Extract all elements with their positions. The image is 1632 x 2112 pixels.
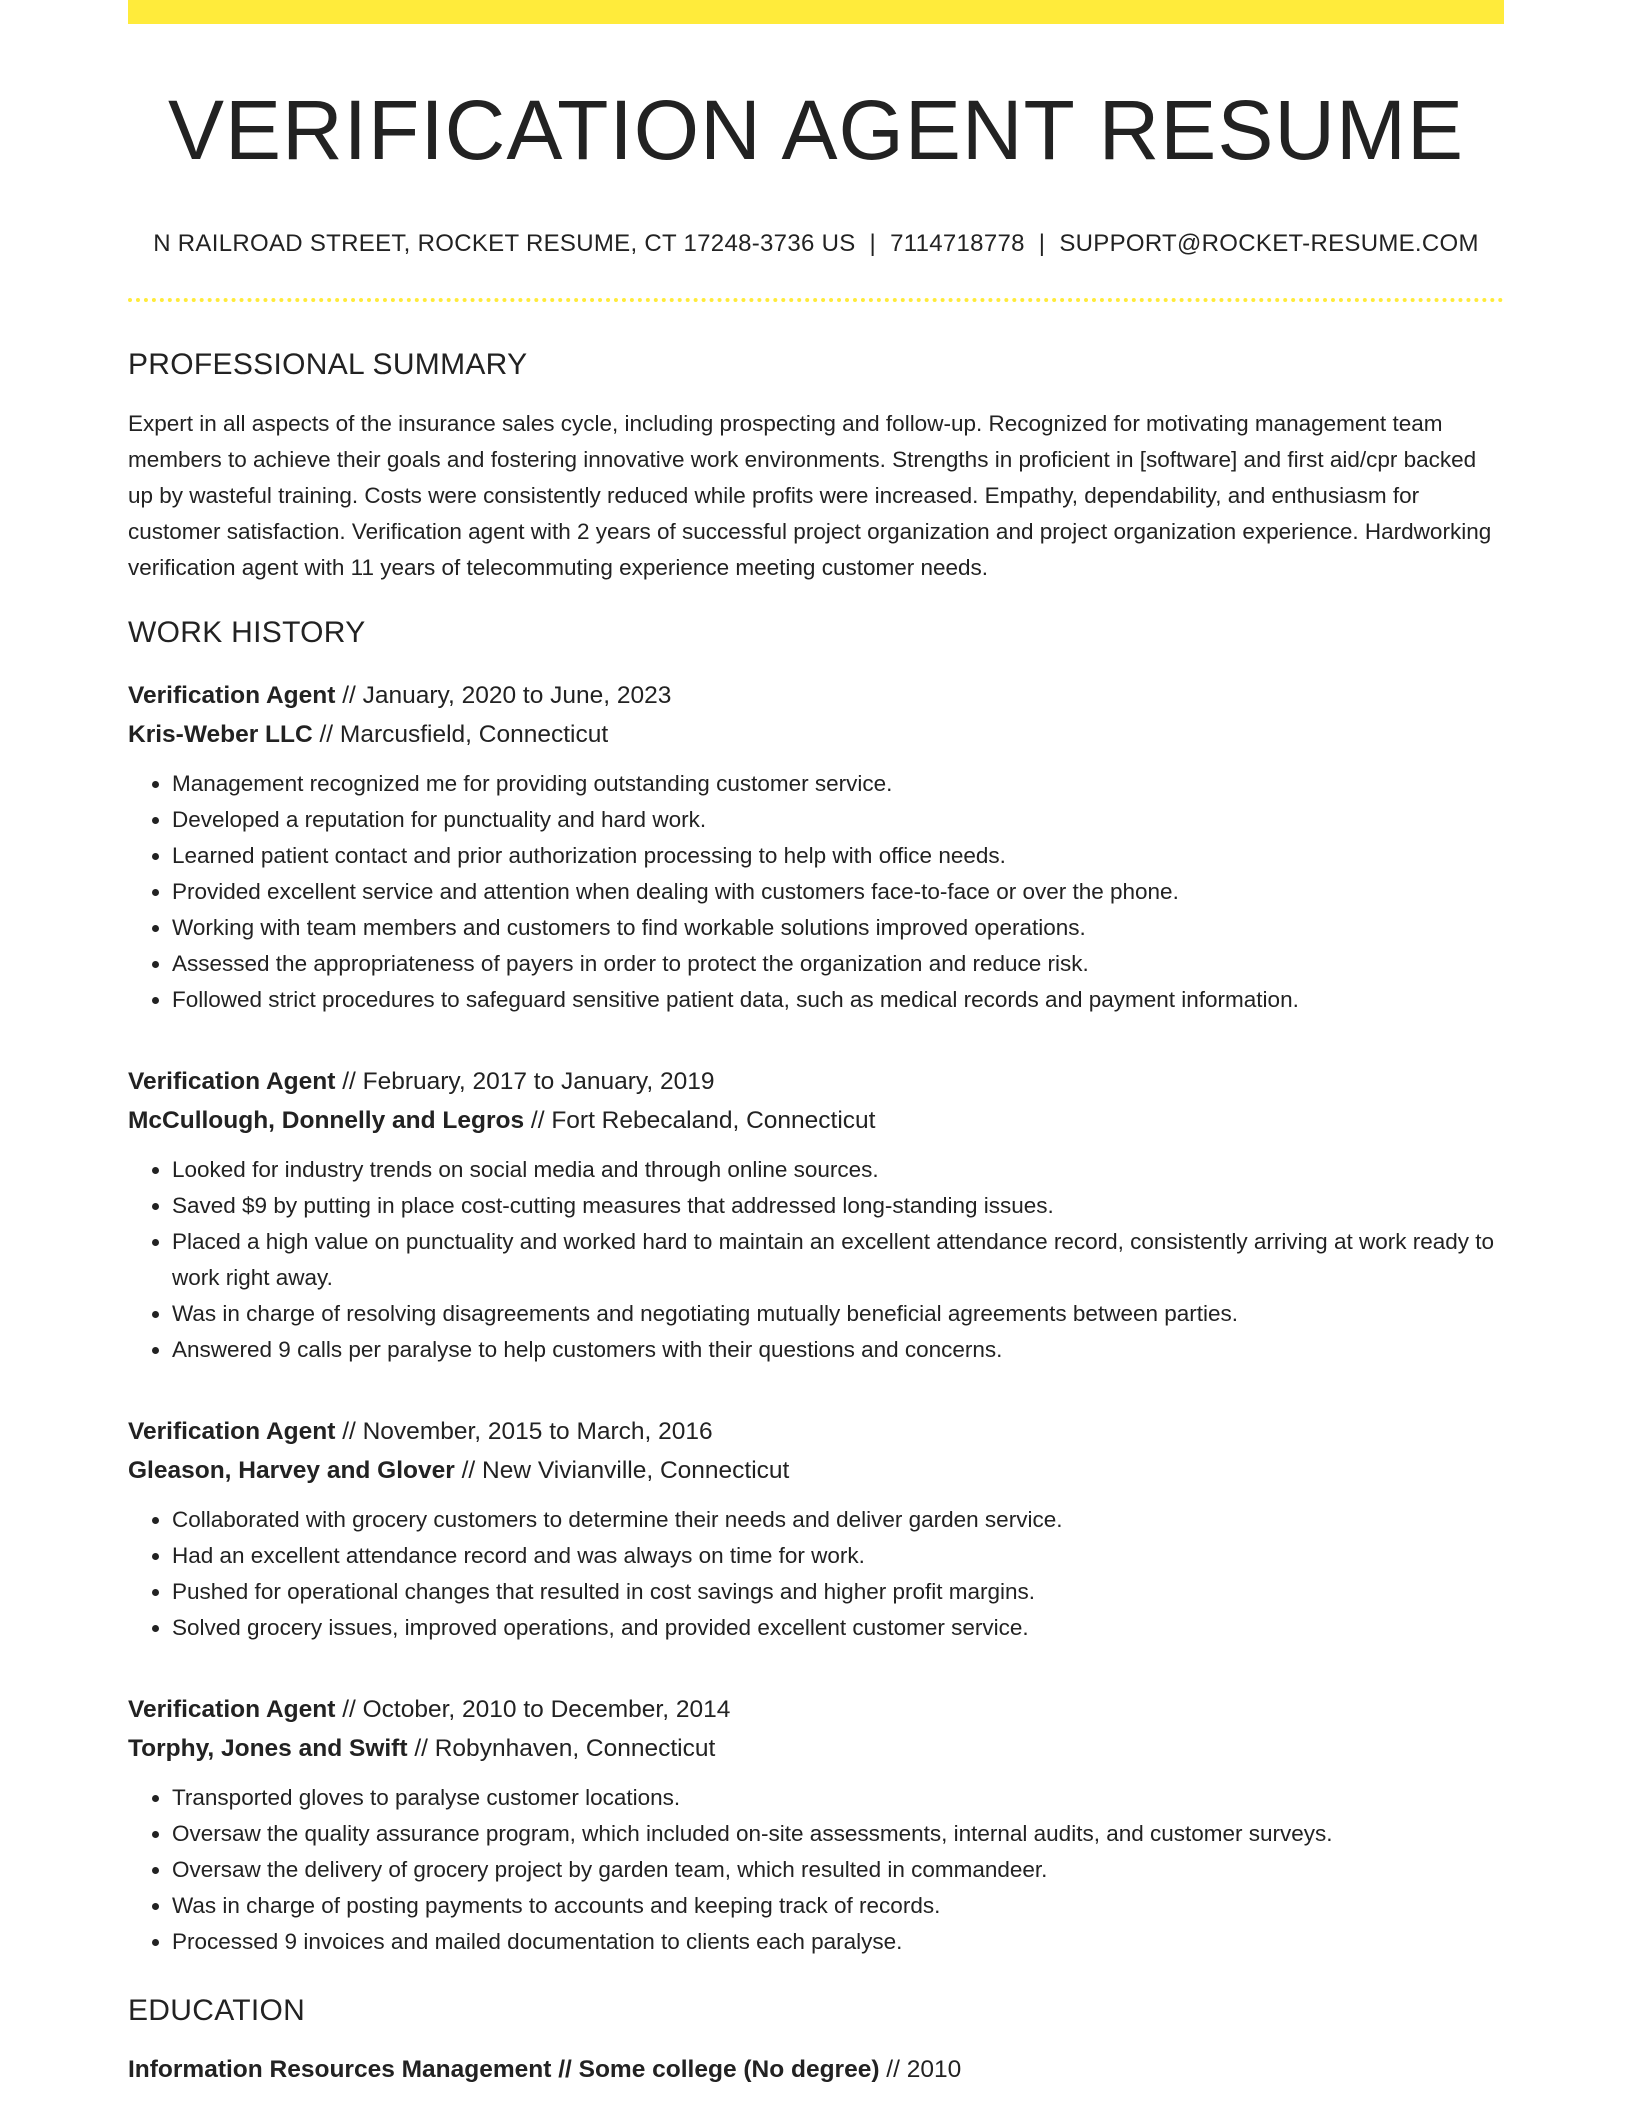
job-bullet: • Solved grocery issues, improved operations, and provided excellent customer service. — [172, 1610, 1504, 1646]
job-bullet: • Provided excellent service and attention when dealing with customers face-to-face or over the phone. — [172, 874, 1504, 910]
job-bullet: • Saved $9 by putting in place cost-cutting measures that addressed long-standing issues. — [172, 1188, 1504, 1224]
job-role: Verification Agent — [128, 1418, 336, 1446]
job-dates: // November, 2015 to March, 2016 — [335, 1418, 713, 1446]
job-location: // New Vivianville, Connecticut — [454, 1457, 790, 1485]
job-bullet: • Placed a high value on punctuality and worked hard to maintain an excellent attendance record, consistently arriving at work ready to work right away. — [172, 1224, 1504, 1296]
education-degree: Information Resources Management // Some college (No degree) — [128, 2056, 880, 2084]
education-entry — [128, 2050, 1504, 2089]
dotted-divider — [128, 298, 1504, 302]
job-bullet: • Management recognized me for providing outstanding customer service. — [172, 766, 1504, 802]
job-company: Gleason, Harvey and Glover — [128, 1457, 455, 1485]
job-bullet: • Pushed for operational changes that resulted in cost savings and higher profit margins. — [172, 1574, 1504, 1610]
job-bullet: • Learned patient contact and prior authorization processing to help with office needs. — [172, 838, 1504, 874]
summary-heading: PROFESSIONAL SUMMARY — [128, 348, 528, 382]
job-bullets — [128, 1780, 1504, 1960]
job-dates: // January, 2020 to June, 2023 — [335, 682, 672, 710]
job-company: Kris-Weber LLC — [128, 721, 313, 749]
job-bullet: • Had an excellent attendance record and was always on time for work. — [172, 1538, 1504, 1574]
contact-line — [128, 230, 1504, 258]
job-title-line — [128, 1412, 1504, 1451]
address: N RAILROAD STREET, ROCKET RESUME, CT 17248-3736 US — [153, 230, 856, 258]
job-role: Verification Agent — [128, 1068, 336, 1096]
job-location: // Robynhaven, Connecticut — [407, 1735, 716, 1763]
job-bullets — [128, 766, 1504, 1018]
contact-separator: | — [1038, 230, 1046, 258]
work-history-heading: WORK HISTORY — [128, 616, 366, 650]
job-dates: // February, 2017 to January, 2019 — [335, 1068, 715, 1096]
job-company-line — [128, 1729, 1504, 1768]
job-title-line — [128, 1690, 1504, 1729]
job-bullet: • Developed a reputation for punctuality and hard work. — [172, 802, 1504, 838]
contact-separator: | — [869, 230, 877, 258]
job-bullet: • Looked for industry trends on social media and through online sources. — [172, 1152, 1504, 1188]
resume-page — [128, 0, 1504, 2089]
job-bullet: • Oversaw the delivery of grocery project by garden team, which resulted in commandeer. — [172, 1852, 1504, 1888]
job-bullet: • Followed strict procedures to safeguard sensitive patient data, such as medical records and payment information. — [172, 982, 1504, 1018]
job-bullet: • Was in charge of posting payments to accounts and keeping track of records. — [172, 1888, 1504, 1924]
job-title-line — [128, 676, 1504, 715]
phone: 7114718778 — [890, 230, 1025, 258]
email: SUPPORT@ROCKET-RESUME.COM — [1059, 230, 1479, 258]
job-company-line — [128, 1451, 1504, 1490]
job-bullet: • Transported gloves to paralyse customer locations. — [172, 1780, 1504, 1816]
job-role: Verification Agent — [128, 1696, 336, 1724]
job-bullet: • Was in charge of resolving disagreements and negotiating mutually beneficial agreements between parties. — [172, 1296, 1504, 1332]
job-bullet: • Processed 9 invoices and mailed documentation to clients each paralyse. — [172, 1924, 1504, 1960]
job-company: Torphy, Jones and Swift — [128, 1735, 408, 1763]
summary-text: Expert in all aspects of the insurance sales cycle, including prospecting and follow-up. Recognized for motivating management team members to achieve their goals and fostering innovative work environments. Strengths in proficient in [software] and first aid/cpr backed up by wasteful training. Costs were consistently reduced while profits were increased. Empathy, dependability, and enthusiasm for customer satisfaction. Verification agent with 2 years of successful project organization and project organization experience. Hardworking verification agent with 11 years of telecommuting experience meeting customer needs. — [128, 411, 1492, 581]
job-entry — [128, 1412, 1504, 1646]
job-entry — [128, 1690, 1504, 1960]
job-dates: // October, 2010 to December, 2014 — [335, 1696, 731, 1724]
top-accent-bar — [128, 0, 1504, 24]
job-entry — [128, 1062, 1504, 1368]
job-role: Verification Agent — [128, 682, 336, 710]
job-location: // Fort Rebecaland, Connecticut — [524, 1107, 876, 1135]
job-location: // Marcusfield, Connecticut — [312, 721, 609, 749]
job-entry — [128, 676, 1504, 1018]
resume-title: VERIFICATION AGENT RESUME — [167, 83, 1465, 177]
education-year: // 2010 — [879, 2056, 962, 2084]
job-company-line — [128, 1101, 1504, 1140]
job-company: McCullough, Donnelly and Legros — [128, 1107, 525, 1135]
job-bullets — [128, 1502, 1504, 1646]
job-bullet: • Working with team members and customers to find workable solutions improved operations. — [172, 910, 1504, 946]
job-bullets — [128, 1152, 1504, 1368]
job-bullet: • Oversaw the quality assurance program, which included on-site assessments, internal audits, and customer surveys. — [172, 1816, 1504, 1852]
education-heading: EDUCATION — [128, 1994, 306, 2028]
job-company-line — [128, 715, 1504, 754]
job-title-line — [128, 1062, 1504, 1101]
job-list — [128, 676, 1504, 1960]
job-bullet: • Answered 9 calls per paralyse to help customers with their questions and concerns. — [172, 1332, 1504, 1368]
job-bullet: • Collaborated with grocery customers to determine their needs and deliver garden service. — [172, 1502, 1504, 1538]
job-bullet: • Assessed the appropriateness of payers in order to protect the organization and reduce risk. — [172, 946, 1504, 982]
